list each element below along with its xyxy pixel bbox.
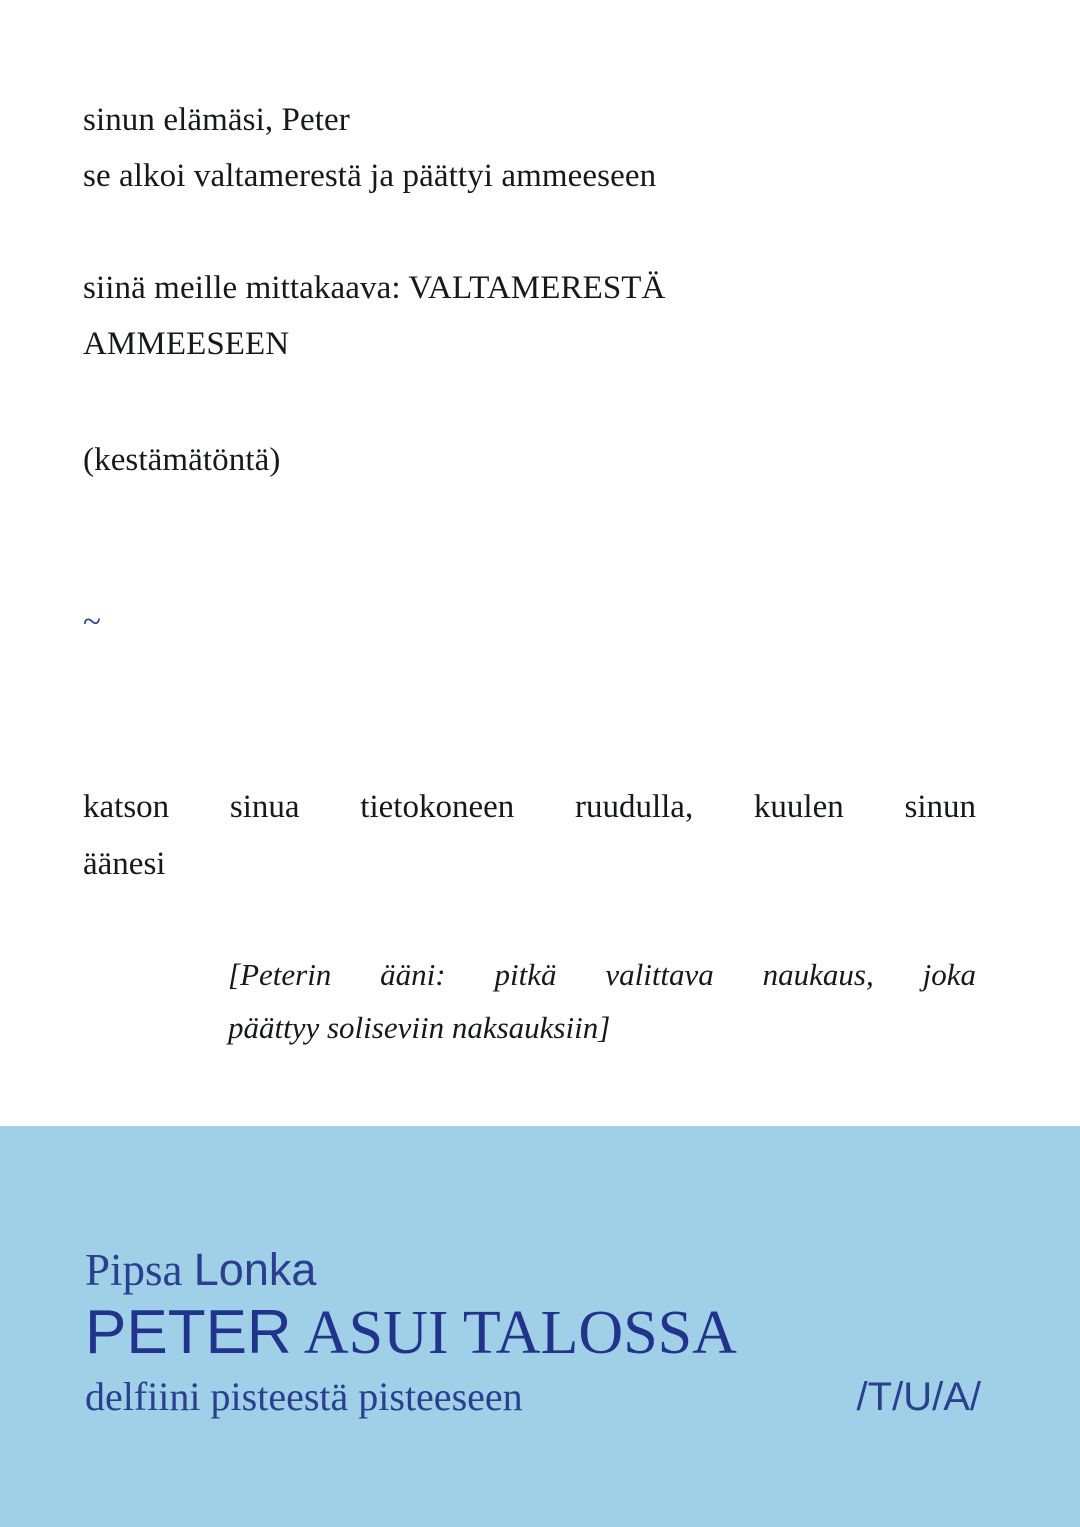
poem-line: AMMEESEEN bbox=[83, 326, 290, 363]
stanza-gap bbox=[83, 639, 976, 779]
stage-direction bbox=[228, 948, 976, 1055]
author-name-space bbox=[183, 1245, 194, 1295]
stage-direction-line: [Peterin ääni: pitkä valittava naukaus, joka bbox=[228, 956, 976, 992]
poem-line: (kestämätöntä) bbox=[83, 442, 281, 479]
banner-subline bbox=[85, 1375, 995, 1419]
book-title-part-two: ASUI TALOSSA bbox=[303, 1299, 737, 1368]
stanza-3 bbox=[83, 432, 976, 488]
poem-line: siinä meille mittakaava: VALTAMERESTÄ bbox=[83, 270, 666, 307]
book-subtitle: delfiini pisteestä pisteeseen bbox=[85, 1374, 523, 1420]
poem-line: se alkoi valtamerestä ja päättyi ammeeseen bbox=[83, 158, 657, 195]
poem-line: katson sinua tietokoneen ruudulla, kuulen sinun bbox=[83, 789, 976, 826]
stanza-gap bbox=[83, 204, 976, 260]
book-title-space bbox=[292, 1299, 304, 1367]
book-cover-banner bbox=[0, 1126, 1080, 1527]
poem-line: äänesi bbox=[83, 845, 166, 882]
book-title bbox=[85, 1300, 995, 1367]
stanza-4 bbox=[83, 779, 976, 891]
section-separator: ~ bbox=[83, 604, 101, 641]
publisher-mark: /T/U/A/ bbox=[856, 1375, 981, 1420]
stanza-2 bbox=[83, 260, 976, 372]
author-last-name: Lonka bbox=[193, 1244, 317, 1295]
author-first-name: Pipsa bbox=[85, 1245, 183, 1295]
stanza-1 bbox=[83, 92, 976, 204]
stage-direction-line: päättyy soliseviin naksauksiin] bbox=[228, 1009, 611, 1045]
book-title-part-one: PETER bbox=[85, 1298, 292, 1368]
stanza-gap bbox=[83, 372, 976, 432]
poem-line: sinun elämäsi, Peter bbox=[83, 102, 350, 138]
author-name bbox=[85, 1246, 995, 1294]
banner-content bbox=[85, 1246, 995, 1419]
stanza-gap bbox=[83, 488, 976, 606]
poem-body bbox=[83, 92, 976, 1054]
